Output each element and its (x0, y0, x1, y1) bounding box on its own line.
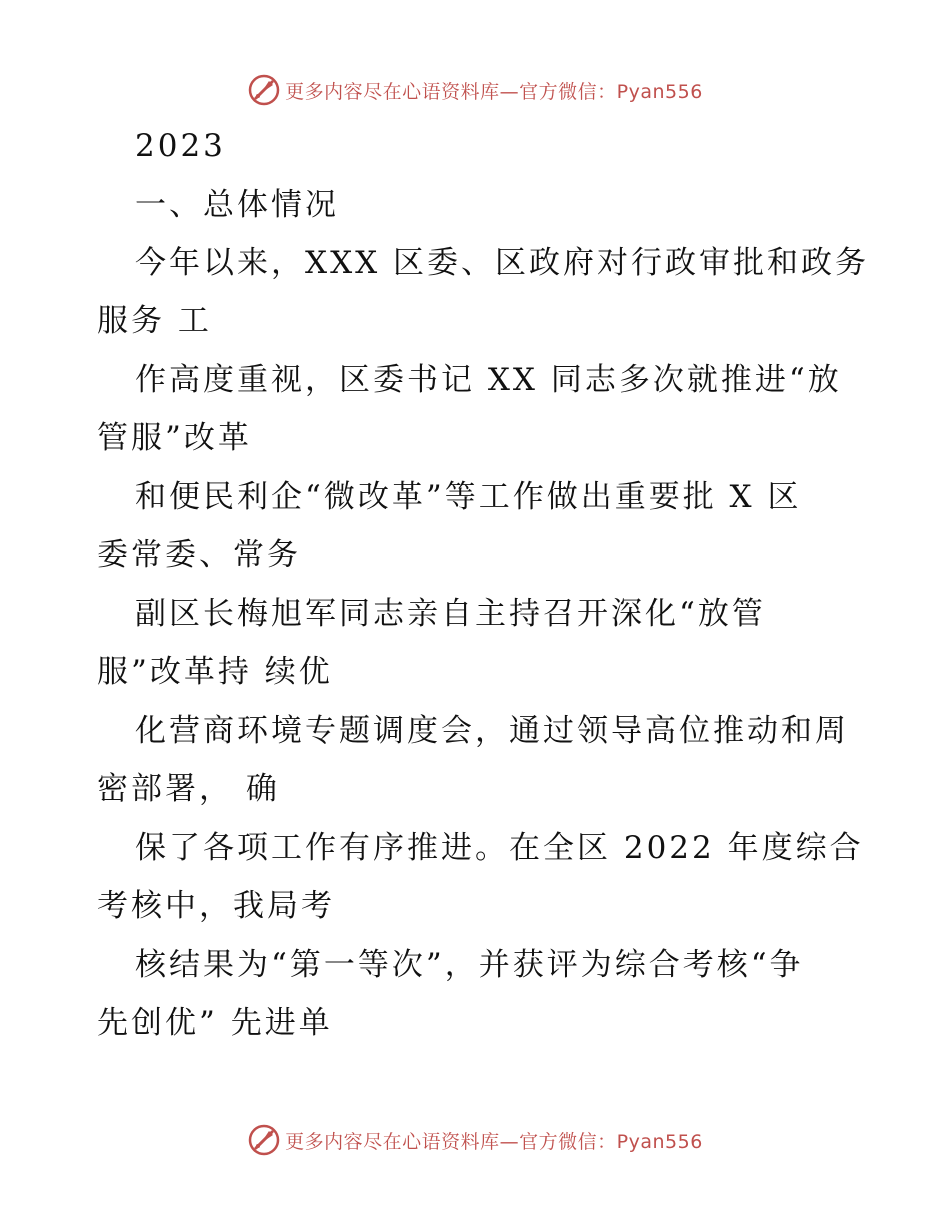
doc-line: 副区长梅旭军同志亲自主持召开深化“放管 (135, 596, 766, 632)
doc-line: 密部署， 确 (97, 771, 280, 807)
doc-line-heading: 一、总体情况 (135, 187, 339, 223)
doc-line: 和便民利企“微改革”等工作做出重要批 X 区 (135, 479, 802, 515)
watermark-text: 更多内容尽在心语资料库—官方微信：Pyan556 (285, 1130, 703, 1153)
header-watermark (0, 72, 950, 108)
doc-line: 核结果为“第一等次”，并获评为综合考核“争 (135, 947, 804, 983)
quill-logo-icon (247, 73, 281, 107)
doc-line: 服务 工 (97, 303, 212, 339)
doc-line-year: 2023 (135, 128, 226, 164)
doc-line: 先创优” 先进单 (97, 1005, 333, 1041)
doc-line: 管服”改革 (97, 420, 252, 456)
doc-line: 考核中，我局考 (97, 888, 335, 924)
watermark-text: 更多内容尽在心语资料库—官方微信：Pyan556 (285, 80, 703, 103)
doc-line: 委常委、常务 (97, 537, 301, 573)
doc-line: 化营商环境专题调度会，通过领导高位推动和周 (135, 713, 849, 749)
footer-watermark (0, 1122, 950, 1158)
doc-line: 今年以来，XXX 区委、区政府对行政审批和政务 (135, 245, 870, 281)
doc-line: 保了各项工作有序推进。在全区 2022 年度综合 (135, 830, 864, 866)
doc-line: 服”改革持 续优 (97, 654, 333, 690)
quill-logo-icon (247, 1123, 281, 1157)
doc-line: 作高度重视，区委书记 XX 同志多次就推进“放 (135, 362, 842, 398)
